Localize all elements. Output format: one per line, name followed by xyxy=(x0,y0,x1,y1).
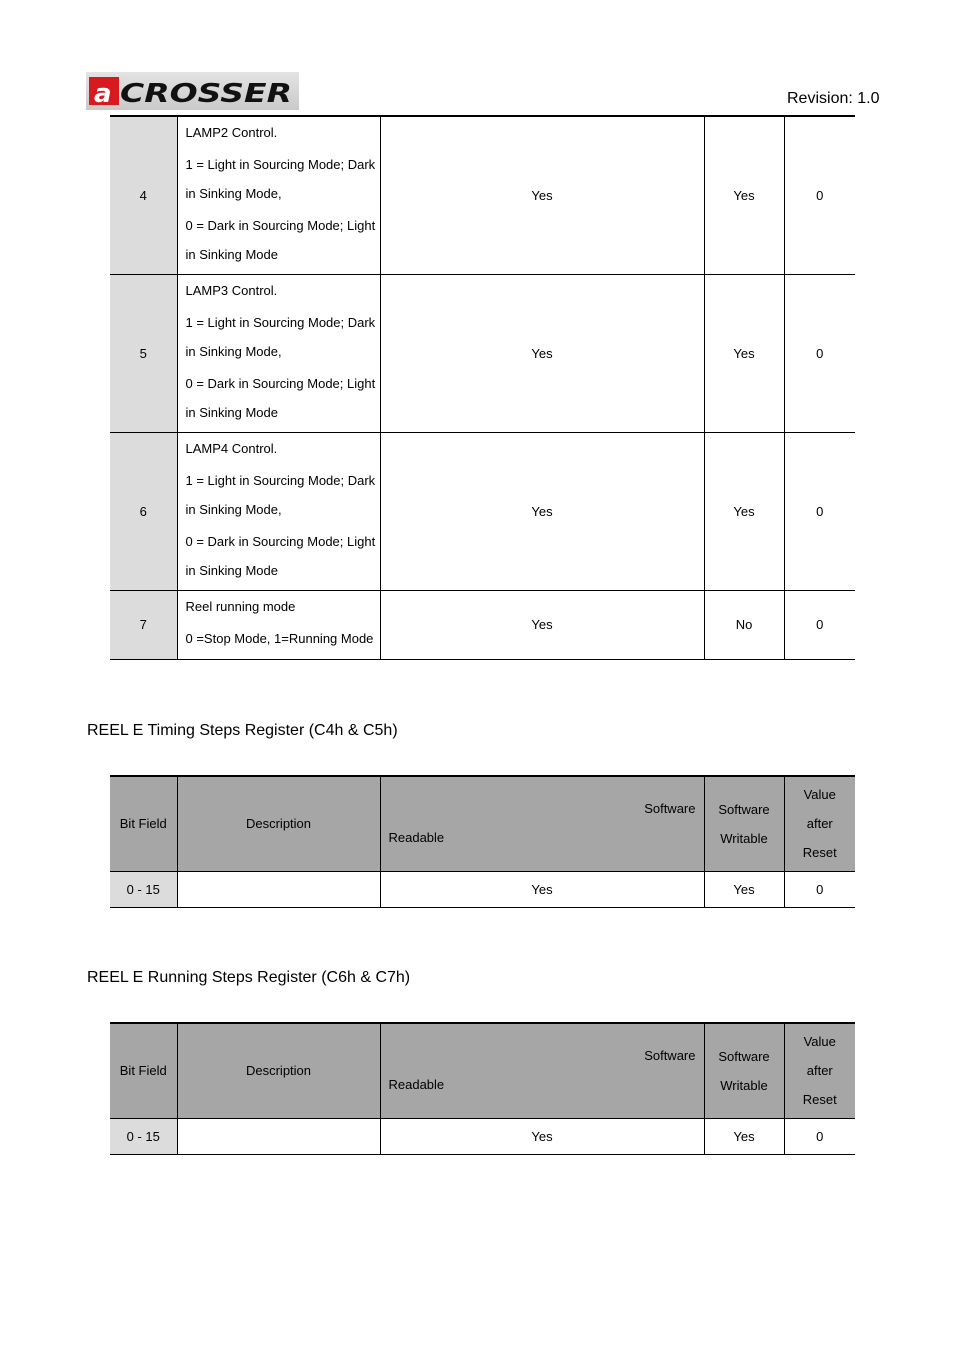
description-line: in Sinking Mode xyxy=(185,562,278,578)
description-line: in Sinking Mode, xyxy=(185,501,282,517)
writable-cell: Yes xyxy=(704,871,784,907)
table-header-row xyxy=(110,776,855,871)
revision-label: Revision: 1.0 xyxy=(787,90,880,107)
description-cell xyxy=(177,871,380,907)
description-line: LAMP4 Control. xyxy=(185,440,278,456)
writable-cell: No xyxy=(704,590,784,659)
description-cell xyxy=(177,590,380,659)
readable-cell: Yes xyxy=(380,432,704,590)
header-reset-text: Reset xyxy=(802,1092,837,1108)
header-value-text: Value xyxy=(803,1034,836,1050)
readable-cell: Yes xyxy=(380,1118,704,1154)
bit-field-cell: 0 - 15 xyxy=(110,871,177,907)
description-cell xyxy=(177,116,380,274)
description-line: in Sinking Mode xyxy=(185,404,278,420)
header-writable-text: Writable xyxy=(720,830,768,846)
reset-value-cell: 0 xyxy=(784,871,855,907)
register-bits-table xyxy=(110,115,855,660)
header-software-readable xyxy=(380,1023,704,1118)
table-row xyxy=(110,116,855,274)
header-software-writable xyxy=(704,776,784,871)
header-software-readable xyxy=(380,776,704,871)
reset-value-cell: 0 xyxy=(784,116,855,274)
header-value-after-reset xyxy=(784,1023,855,1118)
header-software-text: Software xyxy=(718,1048,770,1064)
writable-cell: Yes xyxy=(704,116,784,274)
writable-cell: Yes xyxy=(704,432,784,590)
logo-a-letter: a xyxy=(94,79,112,109)
timing-steps-table xyxy=(110,775,855,908)
header-software-writable xyxy=(704,1023,784,1118)
header-software-text: Software xyxy=(718,801,770,817)
description-line: 0 = Dark in Sourcing Mode; Light xyxy=(185,218,376,233)
description-line: in Sinking Mode, xyxy=(185,343,282,359)
running-steps-table xyxy=(110,1022,855,1155)
header-readable-text: Readable xyxy=(388,1077,445,1092)
description-line: 0 =Stop Mode, 1=Running Mode xyxy=(185,630,374,646)
table-row xyxy=(110,432,855,590)
description-line: in Sinking Mode, xyxy=(185,186,282,201)
table-header-row xyxy=(110,1023,855,1118)
table-row xyxy=(110,871,855,907)
section-title-running-steps: REEL E Running Steps Register (C6h & C7h) xyxy=(87,969,411,986)
description-line: LAMP2 Control. xyxy=(185,125,278,140)
description-line: 0 = Dark in Sourcing Mode; Light xyxy=(185,375,376,391)
description-line: 0 = Dark in Sourcing Mode; Light xyxy=(185,533,376,549)
header-software-text: Software xyxy=(644,801,696,816)
section-title-timing-steps: REEL E Timing Steps Register (C4h & C5h) xyxy=(87,722,398,739)
header-description: Description xyxy=(177,776,380,871)
header-value-text: Value xyxy=(803,787,836,803)
header-after-text: after xyxy=(806,1063,833,1079)
table-row xyxy=(110,1118,855,1154)
writable-cell: Yes xyxy=(704,274,784,432)
acrosser-logo xyxy=(86,72,299,110)
readable-cell: Yes xyxy=(380,590,704,659)
description-line: Reel running mode xyxy=(185,598,296,614)
description-cell xyxy=(177,1118,380,1154)
readable-cell: Yes xyxy=(380,274,704,432)
bit-field-cell: 7 xyxy=(110,590,177,659)
description-line: 1 = Light in Sourcing Mode; Dark xyxy=(185,314,376,330)
header-after-text: after xyxy=(806,816,833,832)
readable-cell: Yes xyxy=(380,871,704,907)
description-cell xyxy=(177,274,380,432)
description-line: 1 = Light in Sourcing Mode; Dark xyxy=(185,472,376,488)
table-row xyxy=(110,590,855,659)
logo-wordmark: CROSSER xyxy=(120,79,292,109)
bit-field-cell: 5 xyxy=(110,274,177,432)
header-software-text: Software xyxy=(644,1048,696,1063)
description-line: LAMP3 Control. xyxy=(185,282,278,298)
description-line: in Sinking Mode xyxy=(185,247,278,262)
bit-field-cell: 0 - 15 xyxy=(110,1118,177,1154)
reset-value-cell: 0 xyxy=(784,590,855,659)
description-line: 1 = Light in Sourcing Mode; Dark xyxy=(185,157,376,172)
writable-cell: Yes xyxy=(704,1118,784,1154)
table-row xyxy=(110,274,855,432)
reset-value-cell: 0 xyxy=(784,1118,855,1154)
header-value-after-reset xyxy=(784,776,855,871)
header-reset-text: Reset xyxy=(802,845,837,861)
bit-field-cell: 4 xyxy=(110,116,177,274)
header-bit-field: Bit Field xyxy=(110,1023,177,1118)
header-writable-text: Writable xyxy=(720,1077,768,1093)
reset-value-cell: 0 xyxy=(784,432,855,590)
bit-field-cell: 6 xyxy=(110,432,177,590)
logo-graphic xyxy=(86,72,299,110)
header-description: Description xyxy=(177,1023,380,1118)
description-cell xyxy=(177,432,380,590)
header-readable-text: Readable xyxy=(388,830,445,845)
readable-cell: Yes xyxy=(380,116,704,274)
reset-value-cell: 0 xyxy=(784,274,855,432)
header-bit-field: Bit Field xyxy=(110,776,177,871)
